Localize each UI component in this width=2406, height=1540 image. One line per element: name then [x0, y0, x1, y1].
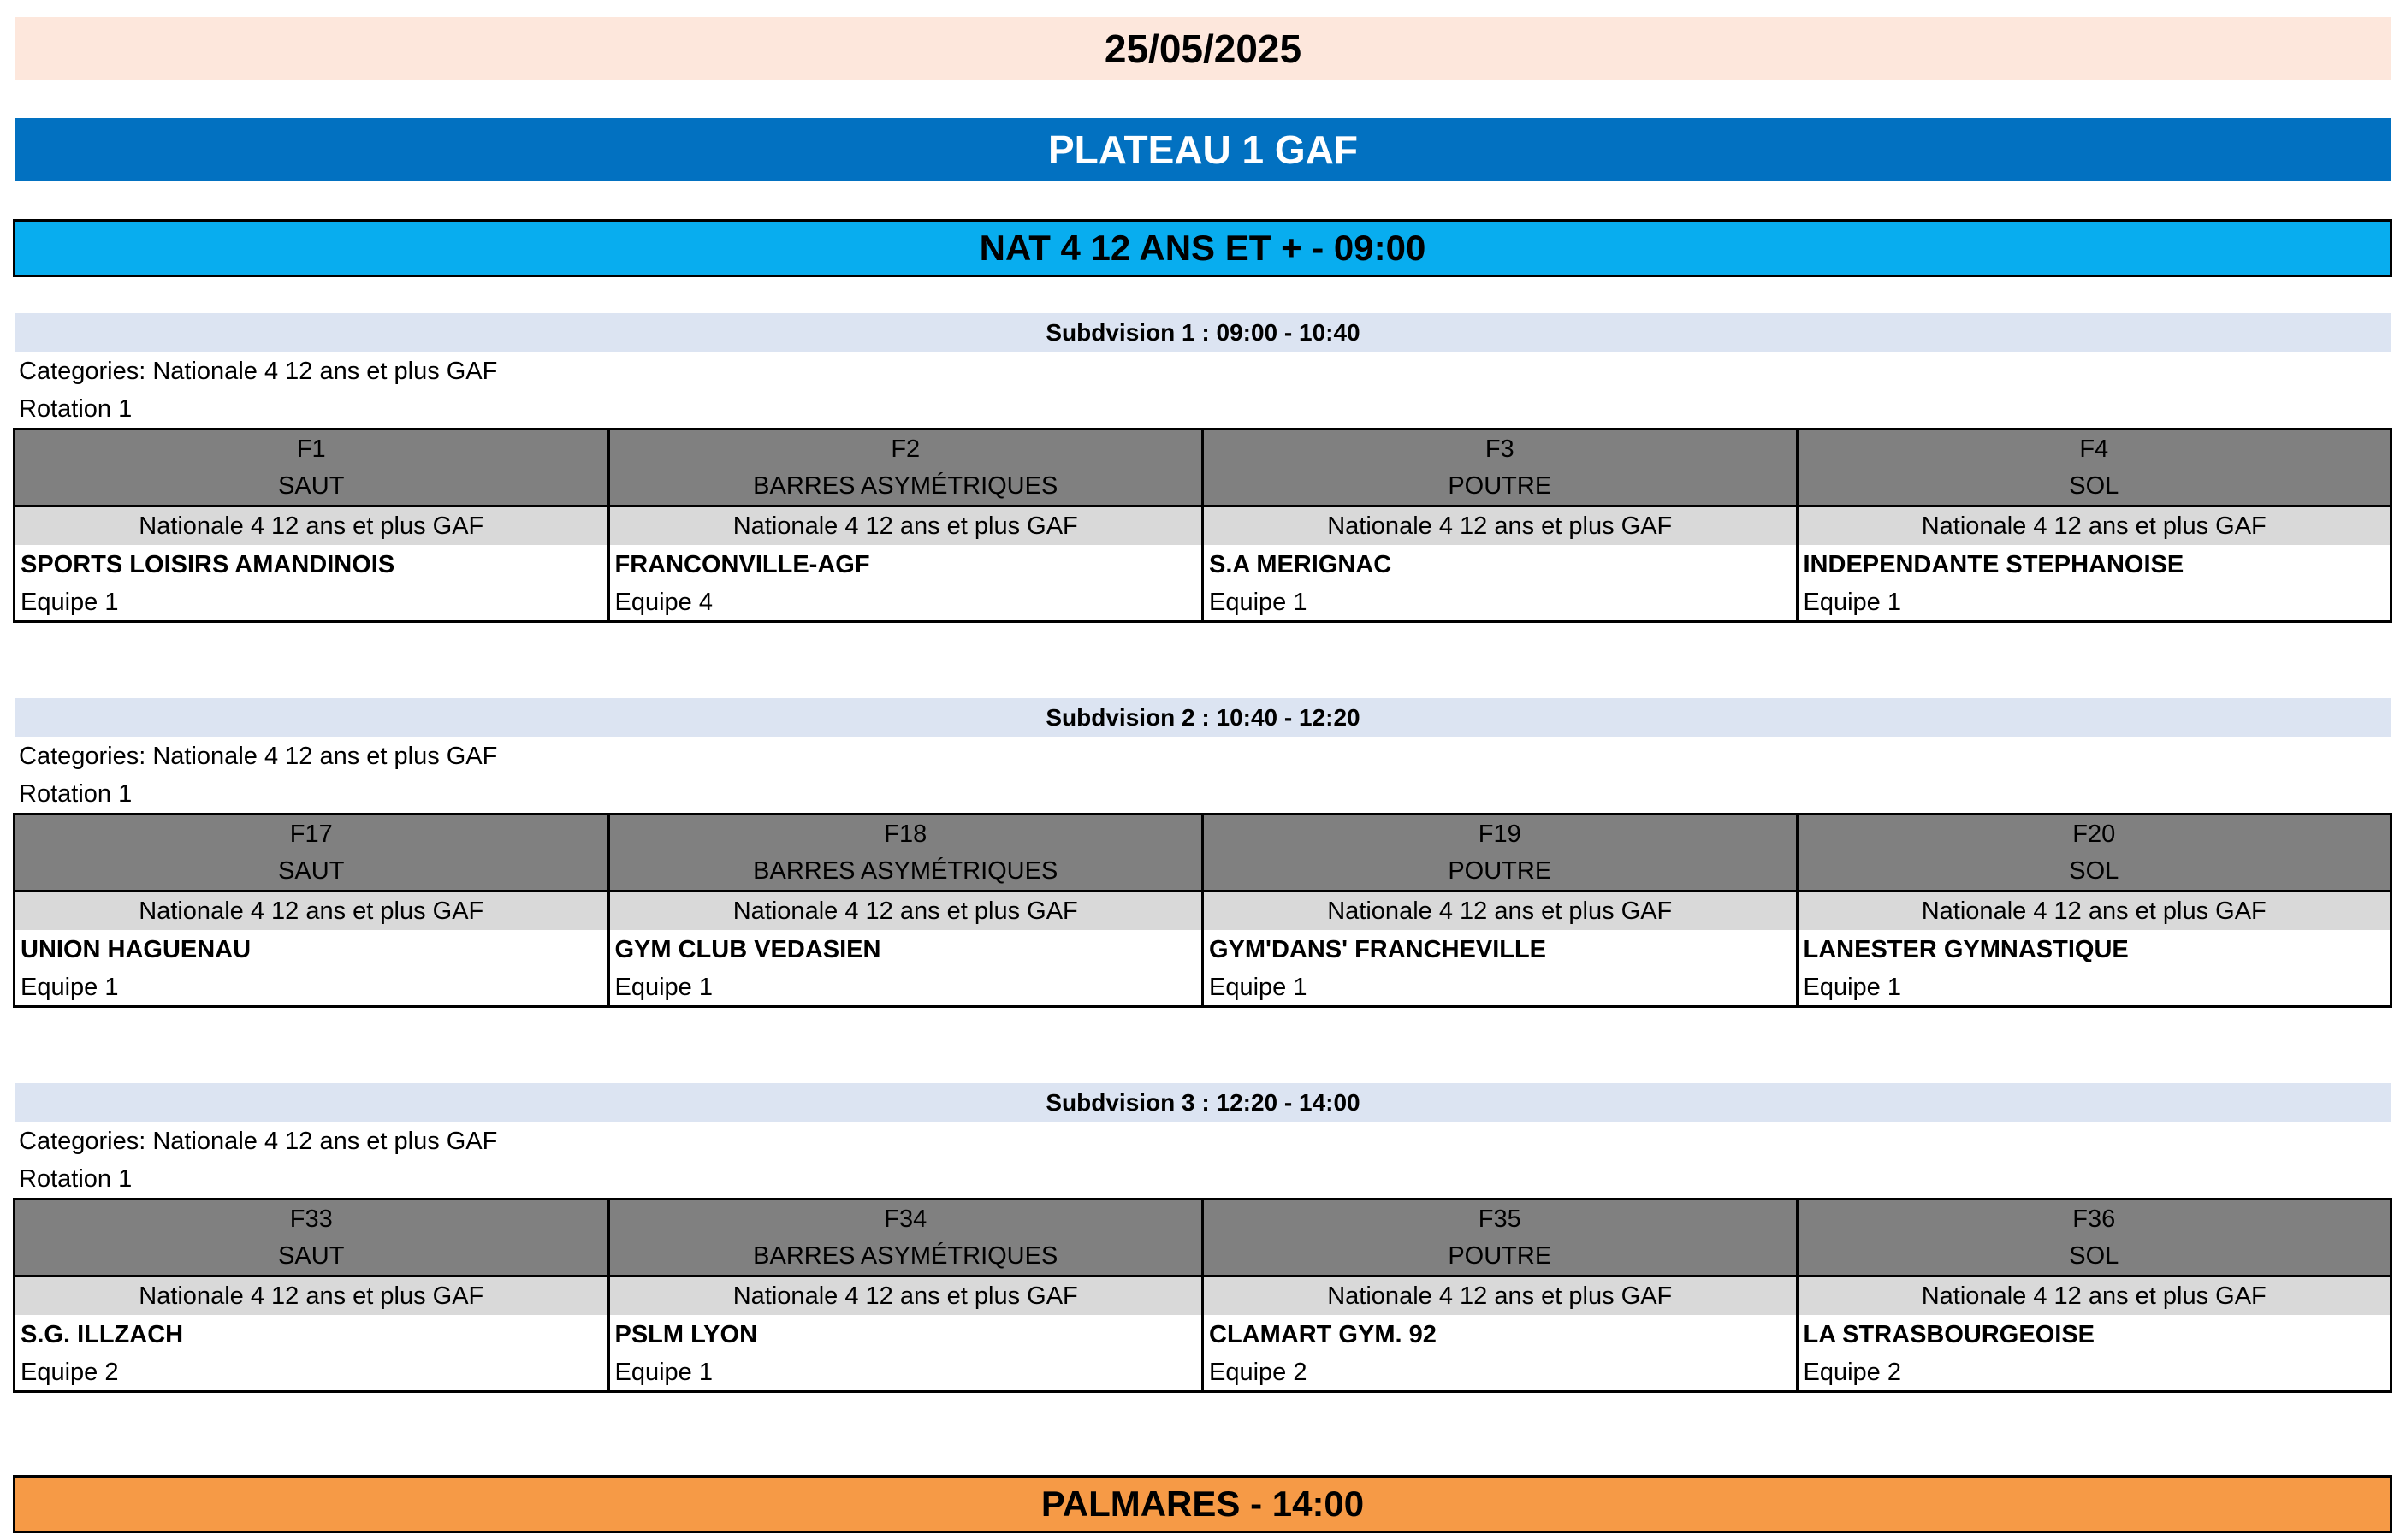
team-name: Equipe 1 — [614, 973, 713, 1001]
club-name: PSLM LYON — [614, 1320, 758, 1348]
subdivision-block — [0, 313, 2406, 701]
apparatus-category: Nationale 4 12 ans et plus GAF — [610, 1277, 1202, 1315]
team-name: Equipe 1 — [1209, 588, 1307, 616]
club-name: S.G. ILLZACH — [21, 1320, 184, 1348]
apparatus-column — [1204, 430, 1799, 620]
team-name: Equipe 1 — [1209, 973, 1307, 1001]
apparatus-column — [1799, 1200, 2391, 1390]
subdivision-title-text: Subdvision 1 : 09:00 - 10:40 — [1046, 319, 1360, 346]
apparatus-column — [610, 1200, 1205, 1390]
club-name: S.A MERIGNAC — [1209, 550, 1392, 578]
apparatus-category: Nationale 4 12 ans et plus GAF — [15, 1277, 607, 1315]
subdivision-title-text: Subdvision 2 : 10:40 - 12:20 — [1046, 704, 1360, 731]
apparatus-category: Nationale 4 12 ans et plus GAF — [1799, 892, 2391, 930]
apparatus-code: F33 — [289, 1205, 333, 1233]
apparatus-code: F36 — [2072, 1205, 2116, 1233]
apparatus-category: Nationale 4 12 ans et plus GAF — [1204, 1277, 1796, 1315]
apparatus-column — [1799, 815, 2391, 1005]
palmares-banner — [13, 1475, 2392, 1533]
team-name: Equipe 1 — [21, 973, 119, 1001]
apparatus-category: Nationale 4 12 ans et plus GAF — [15, 507, 607, 545]
apparatus-column — [15, 1200, 610, 1390]
apparatus-column — [1799, 430, 2391, 620]
categories-line: Categories: Nationale 4 12 ans et plus GAF — [19, 742, 498, 770]
apparatus-code: F35 — [1478, 1205, 1521, 1233]
apparatus-code: F34 — [884, 1205, 927, 1233]
apparatus-name: POUTRE — [1448, 471, 1552, 500]
team-name: Equipe 1 — [614, 1358, 713, 1386]
apparatus-header — [1204, 815, 1796, 892]
apparatus-header — [1799, 815, 2391, 892]
apparatus-code: F19 — [1478, 820, 1521, 848]
team-name: Equipe 4 — [614, 588, 713, 616]
rotation-line: Rotation 1 — [19, 779, 133, 808]
apparatus-name: SOL — [2069, 856, 2119, 885]
apparatus-name: BARRES ASYMÉTRIQUES — [753, 471, 1058, 500]
apparatus-header — [1799, 1200, 2391, 1277]
categories-line: Categories: Nationale 4 12 ans et plus GAF — [19, 1127, 498, 1155]
apparatus-code: F4 — [2079, 435, 2109, 463]
team-name: Equipe 1 — [1803, 588, 1901, 616]
club-name: CLAMART GYM. 92 — [1209, 1320, 1437, 1348]
apparatus-name: SAUT — [278, 471, 345, 500]
apparatus-header — [610, 430, 1202, 507]
subdivision-title-text: Subdvision 3 : 12:20 - 14:00 — [1046, 1089, 1360, 1116]
apparatus-column — [610, 815, 1205, 1005]
apparatus-name: SAUT — [278, 1241, 345, 1270]
rotation-line: Rotation 1 — [19, 394, 133, 423]
apparatus-header — [15, 430, 607, 507]
team-name: Equipe 2 — [1209, 1358, 1307, 1386]
apparatus-category: Nationale 4 12 ans et plus GAF — [610, 507, 1202, 545]
apparatus-name: SAUT — [278, 856, 345, 885]
club-name: GYM CLUB VEDASIEN — [614, 935, 881, 963]
apparatus-header — [15, 815, 607, 892]
subdivision-block — [0, 698, 2406, 1086]
apparatus-column — [610, 430, 1205, 620]
apparatus-category: Nationale 4 12 ans et plus GAF — [1204, 507, 1796, 545]
apparatus-code: F18 — [884, 820, 927, 848]
apparatus-category: Nationale 4 12 ans et plus GAF — [610, 892, 1202, 930]
club-name: LA STRASBOURGEOISE — [1803, 1320, 2095, 1348]
apparatus-category: Nationale 4 12 ans et plus GAF — [1799, 507, 2391, 545]
club-name: LANESTER GYMNASTIQUE — [1803, 935, 2129, 963]
apparatus-category: Nationale 4 12 ans et plus GAF — [1204, 892, 1796, 930]
club-name: SPORTS LOISIRS AMANDINOIS — [21, 550, 395, 578]
apparatus-header — [610, 815, 1202, 892]
subdivision-title — [15, 1083, 2391, 1122]
apparatus-category: Nationale 4 12 ans et plus GAF — [15, 892, 607, 930]
apparatus-column — [1204, 815, 1799, 1005]
categories-line: Categories: Nationale 4 12 ans et plus GAF — [19, 357, 498, 385]
rotation-table — [13, 813, 2392, 1008]
apparatus-name: POUTRE — [1448, 1241, 1552, 1270]
apparatus-code: F1 — [296, 435, 326, 463]
apparatus-code: F17 — [289, 820, 333, 848]
apparatus-column — [1204, 1200, 1799, 1390]
palmares-title: PALMARES - 14:00 — [1040, 1484, 1365, 1524]
team-name: Equipe 1 — [21, 588, 119, 616]
date-banner — [15, 17, 2391, 80]
session-banner — [13, 219, 2392, 277]
rotation-line: Rotation 1 — [19, 1164, 133, 1193]
club-name: GYM'DANS' FRANCHEVILLE — [1209, 935, 1547, 963]
apparatus-name: BARRES ASYMÉTRIQUES — [753, 856, 1058, 885]
plateau-banner — [15, 118, 2391, 181]
team-name: Equipe 1 — [1803, 973, 1901, 1001]
session-title: NAT 4 12 ANS ET + - 09:00 — [979, 228, 1426, 268]
club-name: UNION HAGUENAU — [21, 935, 252, 963]
date-text: 25/05/2025 — [1104, 27, 1302, 71]
club-name: INDEPENDANTE STEPHANOISE — [1803, 550, 2184, 578]
subdivision-block — [0, 1083, 2406, 1471]
subdivision-title — [15, 313, 2391, 352]
apparatus-header — [1799, 430, 2391, 507]
club-name: FRANCONVILLE-AGF — [614, 550, 870, 578]
subdivision-title — [15, 698, 2391, 737]
apparatus-category: Nationale 4 12 ans et plus GAF — [1799, 1277, 2391, 1315]
apparatus-column — [15, 815, 610, 1005]
apparatus-name: SOL — [2069, 471, 2119, 500]
team-name: Equipe 2 — [1803, 1358, 1901, 1386]
plateau-title: PLATEAU 1 GAF — [1047, 127, 1359, 172]
rotation-table — [13, 1198, 2392, 1393]
apparatus-code: F2 — [891, 435, 921, 463]
apparatus-name: BARRES ASYMÉTRIQUES — [753, 1241, 1058, 1270]
apparatus-header — [1204, 430, 1796, 507]
apparatus-column — [15, 430, 610, 620]
apparatus-header — [610, 1200, 1202, 1277]
apparatus-header — [1204, 1200, 1796, 1277]
apparatus-name: SOL — [2069, 1241, 2119, 1270]
apparatus-code: F3 — [1484, 435, 1514, 463]
apparatus-name: POUTRE — [1448, 856, 1552, 885]
apparatus-code: F20 — [2072, 820, 2116, 848]
team-name: Equipe 2 — [21, 1358, 119, 1386]
rotation-table — [13, 428, 2392, 623]
apparatus-header — [15, 1200, 607, 1277]
